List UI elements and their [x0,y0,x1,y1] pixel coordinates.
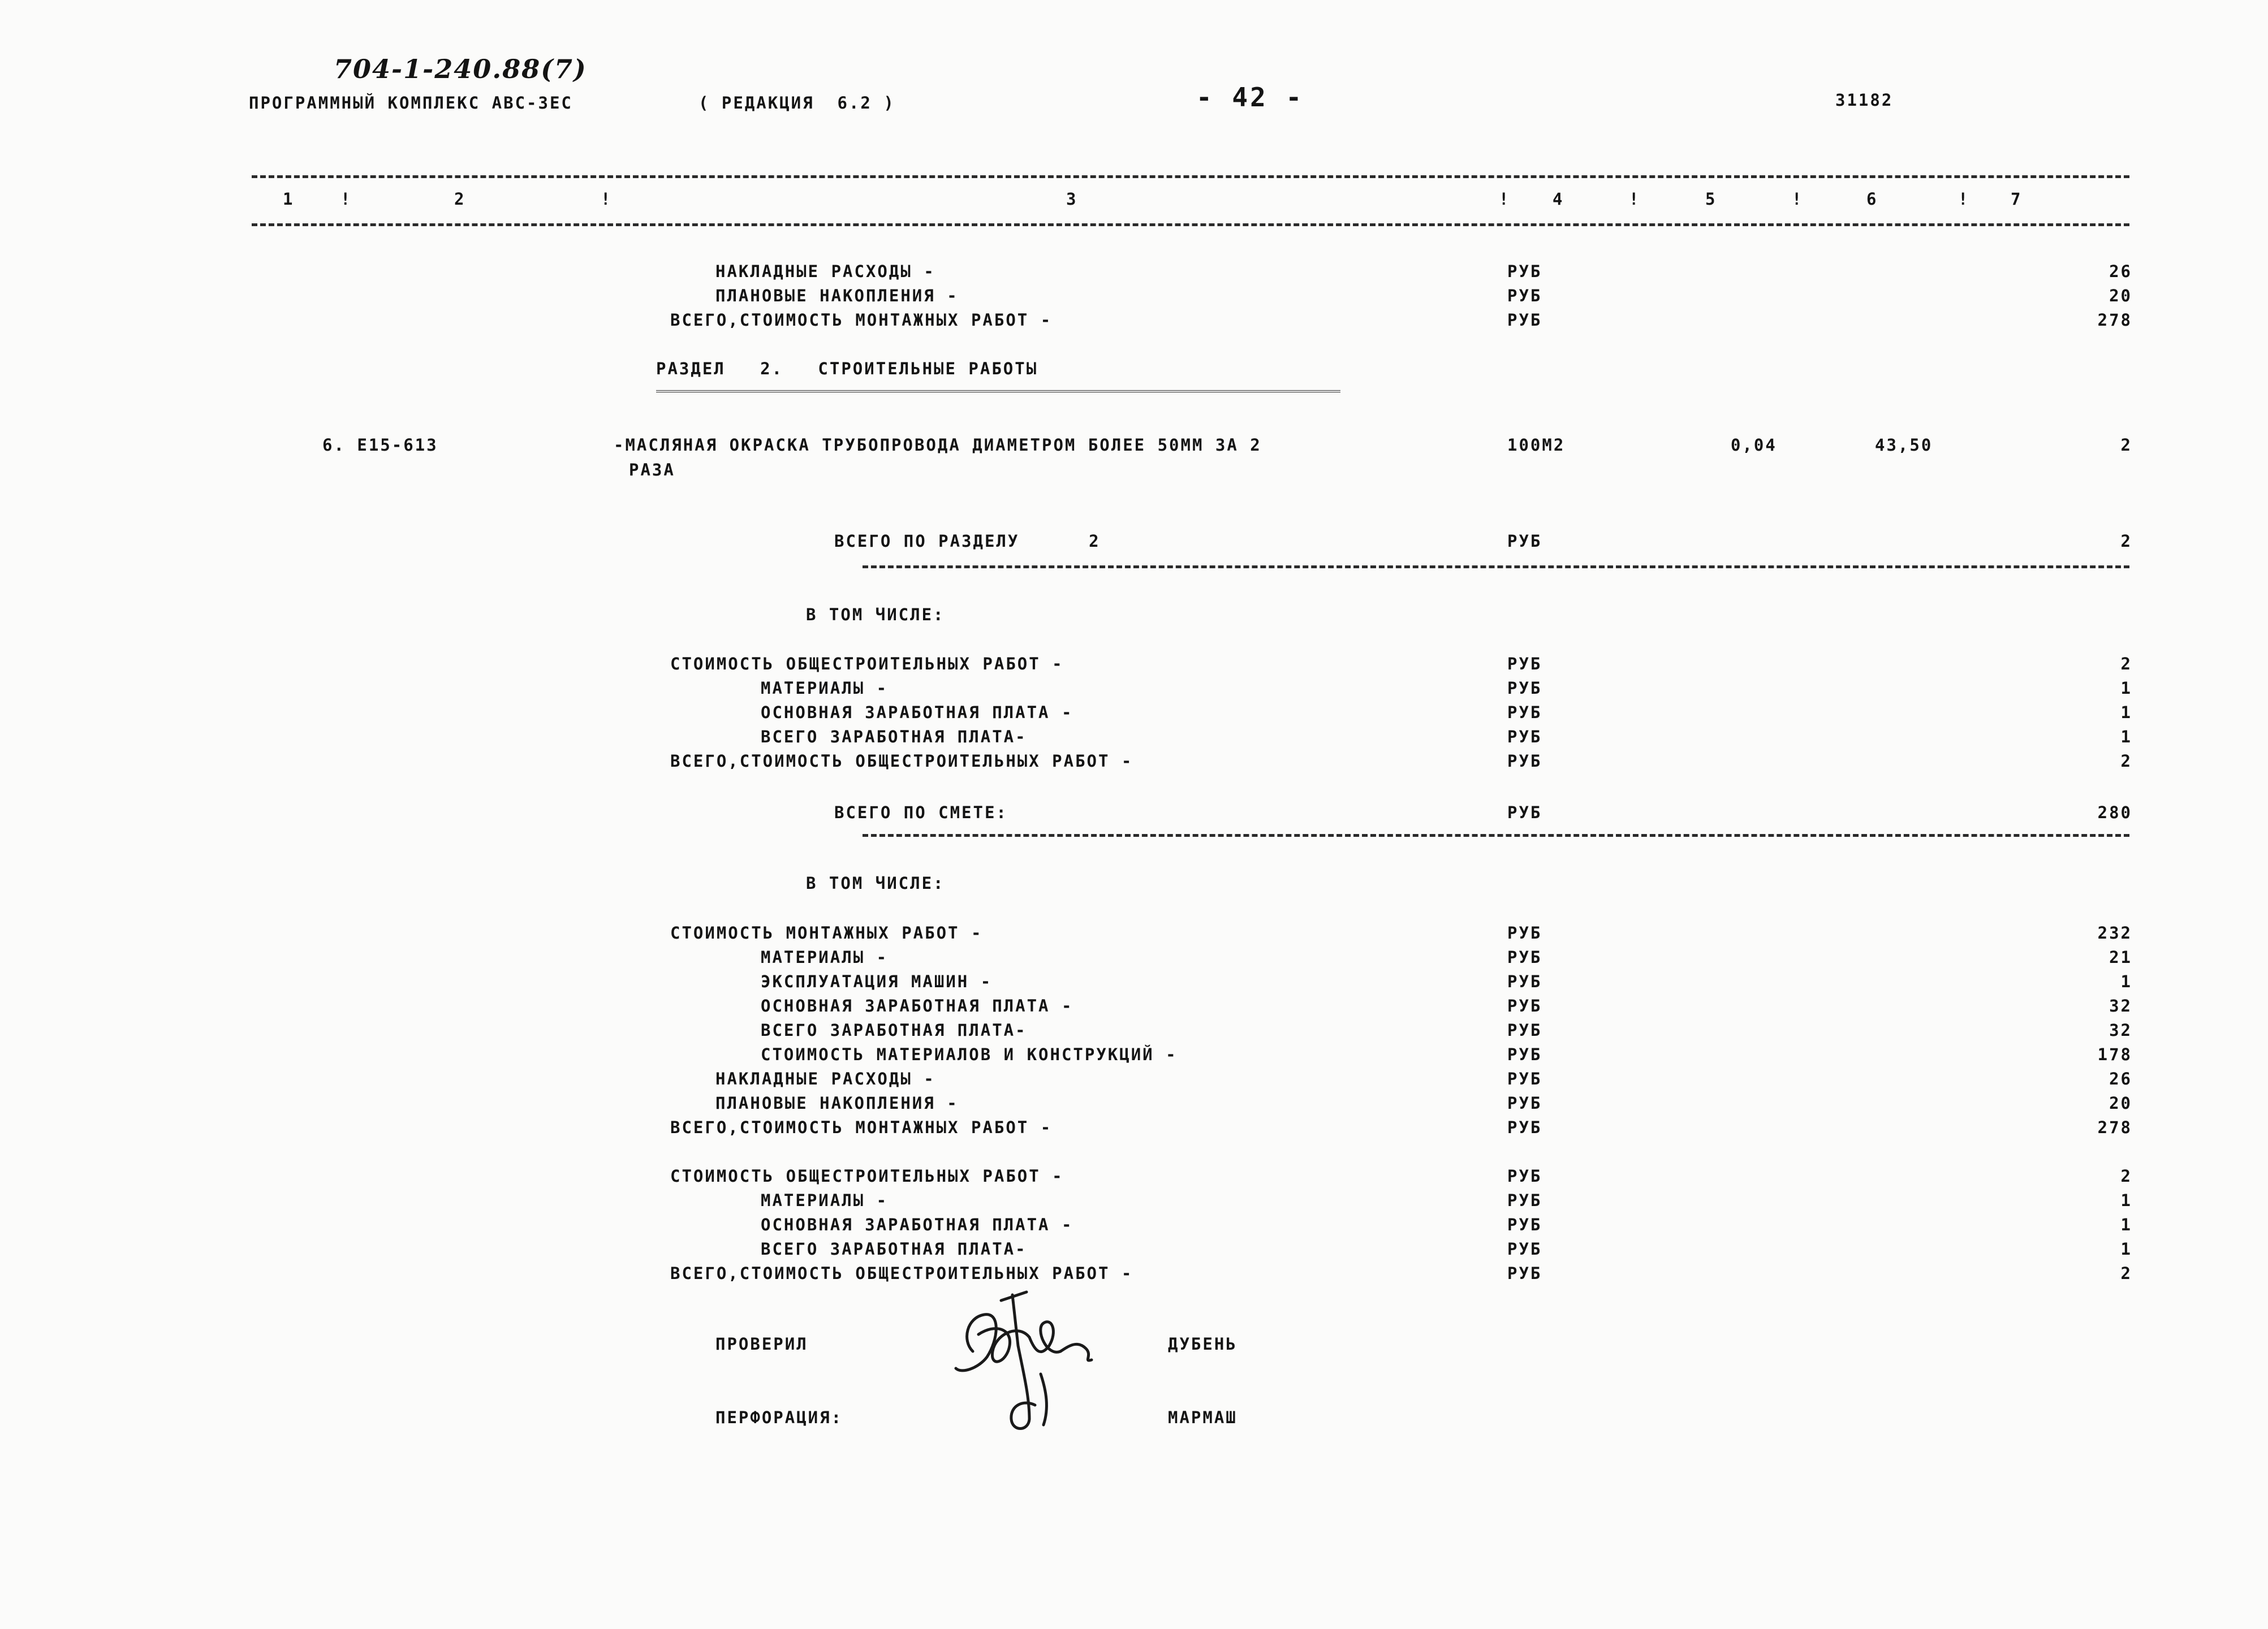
row-label: ВСЕГО,СТОИМОСТЬ ОБЩЕСТРОИТЕЛЬНЫХ РАБОТ - [670,751,1133,771]
row-label: СТОИМОСТЬ ОБЩЕСТРОИТЕЛЬНЫХ РАБОТ - [670,654,1064,673]
column-header-6: 6 [1866,189,1878,209]
row-value: 1 [2120,679,2132,698]
column-separator: ! [1958,189,1970,209]
perforation-label: ПЕРФОРАЦИЯ: [715,1408,843,1427]
row-unit: РУБ [1507,703,1542,722]
row-label: ЭКСПЛУАТАЦИЯ МАШИН - [761,972,993,991]
column-separator: ! [1499,189,1511,209]
row-value: 32 [2109,996,2132,1016]
row-unit: РУБ [1507,972,1542,991]
row-label: ВСЕГО,СТОИМОСТЬ ОБЩЕСТРОИТЕЛЬНЫХ РАБОТ - [670,1264,1133,1283]
row-label: МАТЕРИАЛЫ - [761,679,889,698]
row-unit: РУБ [1507,1021,1542,1040]
item-quantity: 0,04 [1731,435,1777,455]
section-total-rule [863,565,2129,568]
row-value: 1 [2120,1191,2132,1210]
row-value: 280 [2097,803,2132,822]
row-unit: РУБ [1507,1094,1542,1113]
item-description-cont: РАЗА [629,460,675,479]
row-unit: РУБ [1507,1239,1542,1259]
row-unit: РУБ [1507,1166,1542,1186]
page-number: - 42 - [1196,82,1304,113]
column-header-2: 2 [454,189,466,209]
estimate-total-label: ВСЕГО ПО СМЕТЕ: [834,803,1008,822]
column-header-3: 3 [1066,189,1078,209]
column-header-4: 4 [1553,189,1564,209]
row-unit: РУБ [1507,1264,1542,1283]
row-label: ВСЕГО ЗАРАБОТНАЯ ПЛАТА- [761,727,1027,746]
row-unit: РУБ [1507,654,1542,673]
column-separator: ! [1629,189,1641,209]
row-value: 2 [2120,1264,2132,1283]
row-label: ПЛАНОВЫЕ НАКОПЛЕНИЯ - [715,286,959,305]
checked-by-label: ПРОВЕРИЛ [715,1334,808,1354]
handwritten-signature [945,1284,1114,1436]
row-label: СТОИМОСТЬ МОНТАЖНЫХ РАБОТ - [670,923,983,943]
row-unit: РУБ [1507,948,1542,967]
row-label: ОСНОВНАЯ ЗАРАБОТНАЯ ПЛАТА - [761,1215,1073,1234]
row-unit: РУБ [1507,286,1542,305]
row-value: 1 [2120,972,2132,991]
row-label: НАКЛАДНЫЕ РАСХОДЫ - [715,262,935,281]
row-label: МАТЕРИАЛЫ - [761,948,889,967]
row-value: 2 [2120,751,2132,771]
row-value: 20 [2109,1094,2132,1113]
document-number: 31182 [1835,90,1894,110]
row-unit: РУБ [1507,1118,1542,1137]
row-label: ОСНОВНАЯ ЗАРАБОТНАЯ ПЛАТА - [761,996,1073,1016]
row-unit: РУБ [1507,1069,1542,1088]
row-label: ПЛАНОВЫЕ НАКОПЛЕНИЯ - [715,1094,959,1113]
row-value: 1 [2120,727,2132,746]
row-unit: РУБ [1507,727,1542,746]
row-value: 26 [2109,1069,2132,1088]
row-unit: РУБ [1507,996,1542,1016]
row-value: 26 [2109,262,2132,281]
row-label: ВСЕГО ЗАРАБОТНАЯ ПЛАТА- [761,1239,1027,1259]
row-label: ОСНОВНАЯ ЗАРАБОТНАЯ ПЛАТА - [761,703,1073,722]
row-value: 1 [2120,703,2132,722]
row-value: 178 [2097,1045,2132,1064]
row-value: 20 [2109,286,2132,305]
column-header-5: 5 [1705,189,1717,209]
column-separator: ! [340,189,352,209]
row-label: ВСЕГО ЗАРАБОТНАЯ ПЛАТА- [761,1021,1027,1040]
handwritten-code: 704-1-240.88(7) [334,54,587,84]
row-unit: РУБ [1507,262,1542,281]
row-unit: РУБ [1507,310,1542,330]
edition: ( РЕДАКЦИЯ 6.2 ) [698,93,895,113]
row-value: 2 [2120,1166,2132,1186]
row-value: 2 [2120,532,2132,551]
perforation-name: МАРМАШ [1168,1408,1238,1427]
in-total-heading: В ТОМ ЧИСЛЕ: [806,605,945,624]
row-label: СТОИМОСТЬ МАТЕРИАЛОВ И КОНСТРУКЦИЙ - [761,1045,1178,1064]
row-value: 232 [2097,923,2132,943]
row-unit: РУБ [1507,1045,1542,1064]
row-unit: РУБ [1507,1191,1542,1210]
row-value: 32 [2109,1021,2132,1040]
column-header-7: 7 [2011,189,2023,209]
item-number: 6. Е15-613 [322,435,438,455]
row-unit: РУБ [1507,1215,1542,1234]
row-value: 1 [2120,1215,2132,1234]
row-unit: РУБ [1507,679,1542,698]
row-label: ВСЕГО,СТОИМОСТЬ МОНТАЖНЫХ РАБОТ - [670,310,1053,330]
row-unit: РУБ [1507,923,1542,943]
row-label: ВСЕГО,СТОИМОСТЬ МОНТАЖНЫХ РАБОТ - [670,1118,1053,1137]
row-value: 1 [2120,1239,2132,1259]
row-unit: РУБ [1507,803,1542,822]
section-title: РАЗДЕЛ 2. СТРОИТЕЛЬНЫЕ РАБОТЫ [656,359,1038,378]
column-separator: ! [601,189,613,209]
section-underline [656,390,1340,397]
row-label: МАТЕРИАЛЫ - [761,1191,889,1210]
table-header-rule [252,223,2129,226]
row-value: 278 [2097,310,2132,330]
row-value: 21 [2109,948,2132,967]
in-total-heading: В ТОМ ЧИСЛЕ: [806,874,945,893]
item-total: 2 [2120,435,2132,455]
estimate-total-rule [863,834,2129,837]
row-label: СТОИМОСТЬ ОБЩЕСТРОИТЕЛЬНЫХ РАБОТ - [670,1166,1064,1186]
column-separator: ! [1792,189,1804,209]
row-value: 2 [2120,654,2132,673]
item-price: 43,50 [1875,435,1933,455]
row-label: НАКЛАДНЫЕ РАСХОДЫ - [715,1069,935,1088]
row-unit: РУБ [1507,751,1542,771]
item-unit: 100М2 [1507,435,1566,455]
table-top-rule [252,175,2129,178]
checked-by-name: ДУБЕНЬ [1168,1334,1238,1354]
column-header-1: 1 [283,189,295,209]
item-description: -МАСЛЯНАЯ ОКРАСКА ТРУБОПРОВОДА ДИАМЕТРОМ БОЛЕЕ 50ММ ЗА 2 [614,435,1262,455]
section-total-label: ВСЕГО ПО РАЗДЕЛУ 2 [834,532,1101,551]
program-name: ПРОГРАММНЫЙ КОМПЛЕКС АВС-ЗЕС [249,93,573,113]
row-unit: РУБ [1507,532,1542,551]
row-value: 278 [2097,1118,2132,1137]
